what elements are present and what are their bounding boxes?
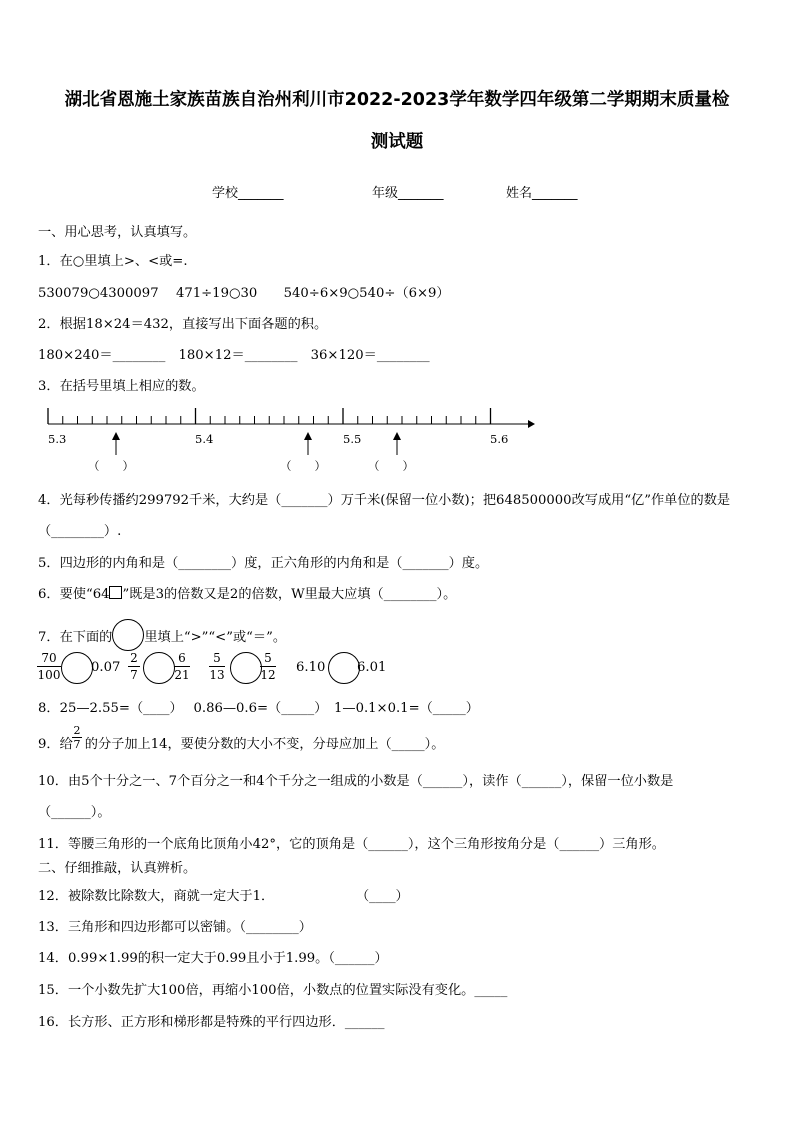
name-field[interactable]: 姓名_______	[506, 186, 578, 201]
fraction-2-7-q9: 2 7	[73, 724, 81, 751]
question-9	[38, 733, 444, 752]
question-8: 8．25—2.55=（____） 0.86—0.6=（_____） 1—0.1×0.1=（_____）	[38, 701, 479, 716]
fraction-5-13: 5 13	[209, 651, 225, 682]
question-10-line1: 10．由5个十分之一、7个百分之一和4个千分之一组成的小数是（______），读作（______），保留一位小数是	[38, 774, 674, 789]
section-heading-2: 二、仔细推敲，认真辨析。	[38, 861, 197, 876]
question-16: 16．长方形、正方形和梯形都是特殊的平行四边形．______	[38, 1015, 385, 1030]
question-4-line2: （________）.	[38, 524, 122, 539]
compare-circle-2[interactable]	[143, 652, 175, 684]
question-3: 3．在括号里填上相应的数。	[38, 379, 205, 394]
up-arrow-icon	[393, 432, 401, 455]
question-6-prefix: 6．要使“64	[38, 587, 110, 602]
number-line	[38, 400, 538, 480]
question-7-suffix: 里填上“>”“<”或“＝”。	[144, 630, 287, 645]
nl-bracket-1: （ ）	[280, 459, 326, 473]
question-6	[38, 583, 456, 602]
school-field[interactable]: 学校_______	[212, 186, 284, 201]
question-4-line1: 4．光每秒传播约299792千米，大约是（_______）万千米(保留一位小数)；把648500000改写成用“亿”作单位的数是	[38, 493, 731, 508]
question-14: 14．0.99×1.99的积一定大于0.99且小于1.99。（______）	[38, 951, 388, 966]
nl-label-2: 5.5	[343, 432, 362, 446]
question-5: 5．四边形的内角和是（________）度，正六角形的内角和是（_______）度。	[38, 556, 489, 571]
nl-bracket-0: （ ）	[88, 459, 134, 473]
compare-circle-1[interactable]	[61, 652, 93, 684]
compare-circle-3[interactable]	[230, 652, 262, 684]
compare-circle-4[interactable]	[328, 652, 360, 684]
question-12: 12．被除数比除数大，商就一定大于1．	[38, 889, 275, 904]
question-2: 2．根据18×24＝432，直接写出下面各题的积。	[38, 317, 328, 332]
question-9-suffix: 的分子加上14，要使分数的大小不变，分母应加上（_____）。	[84, 737, 445, 752]
question-1: 1．在○里填上>、<或=.	[38, 254, 188, 269]
q7-value-6.01: 6.01	[357, 660, 387, 675]
nl-bracket-2: （ ）	[368, 459, 414, 473]
question-10-line2: （______）。	[38, 805, 111, 820]
page-title-line1: 湖北省恩施土家族苗族自治州利川市2022-2023学年数学四年级第二学期期末质量检	[64, 90, 730, 110]
grade-field[interactable]: 年级_______	[372, 186, 444, 201]
question-7-prefix: 7．在下面的	[38, 630, 113, 645]
blank-square-icon	[109, 586, 122, 599]
up-arrow-icon	[112, 432, 120, 455]
question-13: 13．三角形和四边形都可以密铺。（________）	[38, 920, 312, 935]
page-title-line2: 测试题	[370, 132, 424, 152]
up-arrow-icon	[304, 432, 312, 455]
question-1-items: 530079○4300097 471÷19○30 540÷6×9○540÷（6×9）	[38, 286, 450, 301]
question-9-prefix: 9．给	[38, 737, 73, 752]
question-2-items: 180×240＝________ 180×12＝________ 36×120＝________	[38, 348, 430, 363]
q7-value-6.10: 6.10	[296, 660, 326, 675]
nl-label-1: 5.4	[195, 432, 214, 446]
fraction-2-7: 2 7	[128, 652, 140, 681]
section-heading-1: 一、用心思考，认真填写。	[38, 225, 197, 240]
fraction-5-12: 5 12	[260, 651, 276, 682]
fraction-70-100: 70 100	[37, 651, 61, 682]
q7-value-0.07: 0.07	[91, 660, 121, 675]
question-6-suffix: ”既是3的倍数又是2的倍数，W里最大应填（________）。	[122, 587, 457, 602]
question-15: 15．一个小数先扩大100倍，再缩小100倍，小数点的位置实际没有变化。_____	[38, 983, 508, 998]
fraction-6-21: 6 21	[174, 651, 190, 682]
question-11: 11．等腰三角形的一个底角比顶角小42°，它的顶角是（______），这个三角形按角分是（______）三角形。	[38, 837, 665, 852]
circle-icon	[112, 619, 144, 651]
question-7	[38, 619, 286, 651]
question-12-blank[interactable]: （____）	[356, 889, 409, 904]
nl-label-3: 5.6	[490, 432, 509, 446]
nl-label-0: 5.3	[48, 432, 67, 446]
